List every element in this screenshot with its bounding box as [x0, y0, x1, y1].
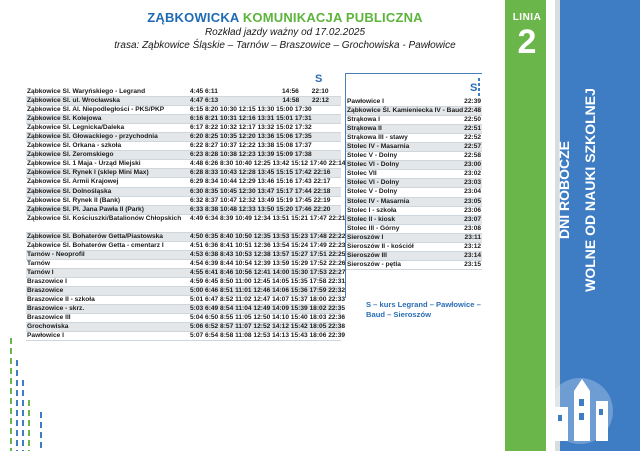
- main-timetable: [26, 88, 346, 341]
- table-row: [346, 242, 482, 251]
- table-row: [26, 169, 341, 178]
- stop-name: Ząbkowice Śl. Kościuszki/Batalionów Chłopskich: [27, 214, 182, 222]
- stop-name: Ząbkowice Śl. Kolejowa: [27, 115, 102, 123]
- stop-name: Grochowiska: [27, 323, 69, 331]
- stop-name: Strąkowa III - stawy: [347, 134, 408, 142]
- table-row: [346, 179, 482, 188]
- departure-times: 4:49 6:34 8:39 10:49 12:34 13:51 15:21 17:47 22:21: [190, 214, 346, 222]
- table-row: [346, 98, 482, 107]
- table-row: [26, 232, 341, 241]
- table-row: [26, 142, 341, 151]
- stop-name: Stolec III - Górny: [347, 224, 400, 232]
- table-row: [346, 143, 482, 152]
- line-number: 2: [517, 23, 537, 61]
- departure-times: 6:16 8:21 10:31 12:16 13:31 15:01 17:31: [190, 115, 312, 123]
- departure-time: 23:06: [464, 206, 482, 214]
- title-part2: KOMUNIKACJA PUBLICZNA: [242, 10, 423, 25]
- table-row: [26, 178, 341, 187]
- table-row: [346, 206, 482, 215]
- stop-name: Ząbkowice Śl. Głowackiego - przychodnia: [27, 133, 158, 141]
- table-row: [26, 277, 341, 286]
- table-row: [26, 97, 341, 106]
- table-row: [26, 151, 341, 160]
- table-row: [346, 260, 482, 269]
- departure-time: 23:12: [464, 242, 482, 250]
- stop-name: Braszowice III: [27, 314, 71, 322]
- departure-time: 23:08: [464, 224, 482, 232]
- table-row: [346, 116, 482, 125]
- stop-name: Strąkowa II: [347, 125, 382, 133]
- departure-times: 6:30 8:35 10:45 12:30 13:47 15:17 17:44 22:18: [190, 187, 331, 195]
- departure-times: 4:48 6:26 8:30 10:40 12:25 13:42 15:12 17:40 22:14: [190, 160, 346, 168]
- departure-times: 5:06 6:52 8:57 11:07 12:52 14:12 15:42 18:05 22:38: [190, 323, 346, 331]
- stop-name: Sieroszów - pętla: [347, 260, 401, 268]
- departure-times: 6:33 8:38 10:48 12:33 13:50 15:20 17:46 22:20: [190, 205, 331, 213]
- stop-name: Sieroszów I: [347, 233, 384, 241]
- table-row: [346, 188, 482, 197]
- departure-times: 5:00 6:46 8:51 11:01 12:46 14:06 15:36 17:59 22:32: [190, 286, 346, 294]
- departure-times: 6:23 8:28 10:38 12:23 13:39 15:09 17:38: [190, 151, 312, 159]
- departure-time: 23:11: [464, 233, 482, 241]
- stop-name: Ząbkowice Śl. Bohaterów Getta/Piastowska: [27, 232, 163, 240]
- departure-time: 22:52: [464, 134, 482, 142]
- departure-times: 4:59 6:45 8:50 11:00 12:45 14:05 15:35 17:58 22:31: [190, 277, 346, 285]
- departure-times: 4:47 6:13 14:58 22:12: [190, 97, 329, 105]
- stop-name: Stolec I - szkoła: [347, 206, 397, 214]
- stop-name: Braszowice II - szkoła: [27, 295, 95, 303]
- stop-name: Ząbkowice Śl. Rynek I (sklep Mini Max): [27, 169, 149, 177]
- departure-times: 5:04 6:50 8:55 11:05 12:50 14:10 15:40 18:03 22:36: [190, 314, 346, 322]
- stop-name: Pawłowice I: [27, 332, 65, 340]
- departure-times: 5:03 6:49 8:54 11:04 12:49 14:09 15:39 18:02 22:35: [190, 305, 346, 313]
- dash-line: [22, 380, 24, 451]
- departure-time: 23:05: [464, 197, 482, 205]
- stop-name: Ząbkowice Śl. Orkana - szkoła: [27, 142, 122, 150]
- table-row: [26, 314, 341, 323]
- departure-time: 23:02: [464, 170, 482, 178]
- table-row: [26, 187, 341, 196]
- stop-name: Ząbkowice Śl. Legnicka/Daleka: [27, 124, 125, 132]
- dash-line: [40, 412, 42, 451]
- departure-time: 22:58: [464, 152, 482, 160]
- stop-name: Tarnów: [27, 259, 50, 267]
- departure-time: 23:14: [464, 251, 482, 259]
- stop-name: Stolec VII: [347, 170, 377, 178]
- departure-times: 6:15 8:20 10:30 12:15 13:30 15:00 17:30: [190, 106, 312, 114]
- dash-line: [28, 400, 30, 451]
- stop-name: Tarnów - Neoprofil: [27, 250, 85, 258]
- table-row: [346, 161, 482, 170]
- table-row: [26, 124, 341, 133]
- stop-name: Strąkowa I: [347, 116, 380, 124]
- stop-name: Stolec IV - Masarnia: [347, 197, 410, 205]
- caption-dni-robocze: DNI ROBOCZE: [556, 141, 572, 239]
- header: [90, 10, 480, 52]
- departure-times: 4:54 6:39 8:44 10:54 12:39 13:59 15:29 17:52 22:26: [190, 259, 346, 267]
- town-emblem-icon: [540, 373, 620, 445]
- return-dash: [478, 78, 480, 96]
- departure-times: 6:17 8:22 10:32 12:17 13:32 15:02 17:32: [190, 124, 312, 132]
- table-row: [346, 215, 482, 224]
- stop-name: Braszowice I: [27, 277, 67, 285]
- table-row: [26, 305, 341, 314]
- departure-time: 22:48: [464, 107, 482, 115]
- departure-time: 22:50: [464, 116, 482, 124]
- valid-from: Rozkład jazdy ważny od 17.02.2025: [204, 27, 366, 38]
- table-row: [346, 224, 482, 233]
- departure-times: 6:20 8:25 10:35 12:20 13:36 15:06 17:35: [190, 133, 312, 141]
- departure-times: 6:22 8:27 10:37 12:22 13:38 15:08 17:37: [190, 142, 312, 150]
- departure-times: 5:01 6:47 8:52 11:02 12:47 14:07 15:37 18:00 22:33: [190, 295, 346, 303]
- table-row: [26, 286, 341, 295]
- stop-name: Ząbkowice Śl. Bohaterów Getta - cmentarz I: [27, 241, 164, 249]
- table-row: [346, 170, 482, 179]
- return-note: S – kurs Legrand – Pawłowice – Baud – Sieroszów: [366, 300, 481, 319]
- stop-name: Ząbkowice Śl. Żeromskiego: [27, 151, 114, 159]
- departure-time: 23:15: [464, 260, 482, 268]
- stop-name: Stolec IV - Masarnia: [347, 143, 410, 151]
- stop-name: Ząbkowice Śl. Rynek II (Bank): [27, 196, 121, 204]
- table-row: [26, 106, 341, 115]
- table-row: [26, 196, 341, 205]
- departure-times: 4:53 6:38 8:43 10:53 12:38 13:57 15:27 17:51 22:25: [190, 250, 346, 258]
- table-row: [346, 134, 482, 143]
- title-part1: ZĄBKOWICKA: [147, 10, 240, 25]
- stop-name: Pawłowice I: [347, 98, 385, 105]
- stop-name: Braszowice - skrz.: [27, 305, 85, 313]
- stop-name: Sieroszów III: [347, 251, 387, 259]
- s-marker-left: S: [315, 73, 323, 85]
- departure-times: 5:07 6:54 8:58 11:08 12:53 14:13 15:43 18:06 22:39: [190, 332, 346, 340]
- stop-name: Sieroszów II - kościół: [347, 242, 414, 250]
- stop-name: Ząbkowice Śl. Waryńskiego - Legrand: [27, 88, 146, 95]
- stop-name: Ząbkowice Śl. ul. Wrocławska: [27, 97, 120, 105]
- stop-name: Braszowice: [27, 286, 64, 294]
- table-row: [346, 251, 482, 260]
- stop-name: Stolec VI - Dolny: [347, 161, 400, 169]
- table-row: [26, 115, 341, 124]
- stop-name: Ząbkowice Śl. Pl. Jana Pawła II (Park): [27, 205, 144, 213]
- table-row: [26, 250, 341, 259]
- table-row: [26, 205, 341, 214]
- caption-wolne: WOLNE OD NAUKI SZKOLNEJ: [582, 88, 598, 292]
- table-row: [26, 295, 341, 304]
- stop-name: Ząbkowice Śl. Dolnośląska: [27, 187, 112, 195]
- departure-time: 22:51: [464, 125, 482, 133]
- table-row: [346, 197, 482, 206]
- table-row: [26, 268, 341, 277]
- s-marker-right: S: [470, 82, 478, 94]
- table-row: [26, 88, 341, 97]
- departure-times: 6:28 8:33 10:43 12:28 13:45 15:15 17:42 22:16: [190, 169, 331, 177]
- stop-name: Stolec V - Dolny: [347, 188, 398, 196]
- table-row: [26, 133, 341, 142]
- dash-line: [16, 360, 18, 451]
- departure-time: 22:57: [464, 143, 482, 151]
- departure-times: 4:55 6:41 8:46 10:56 12:41 14:00 15:30 17:53 22:27: [190, 268, 346, 276]
- stop-name: Stolec V - Dolny: [347, 152, 398, 160]
- table-row: [346, 152, 482, 161]
- return-timetable: [346, 98, 482, 270]
- vertical-caption: [546, 40, 626, 340]
- stop-name: Stolec VI - Dolny: [347, 179, 400, 187]
- departure-times: 4:45 6:11 14:56 22:10: [190, 88, 329, 95]
- dash-line: [10, 338, 12, 451]
- table-row: [26, 323, 341, 332]
- table-row: [26, 241, 341, 250]
- stop-name: Stolec II - kiosk: [347, 215, 396, 223]
- departure-time: 23:00: [464, 161, 482, 169]
- stop-name: Tarnów I: [27, 268, 54, 276]
- table-row: [346, 125, 482, 134]
- stop-name: Ząbkowice Śl. 1 Maja - Urząd Miejski: [27, 160, 141, 168]
- stop-name: Ząbkowice Śl. Kamieniecka IV - Baud: [347, 107, 464, 115]
- stop-name: Ząbkowice Śl. Al. Niepodległości - PKS/PKP: [27, 106, 165, 114]
- departure-time: 23:04: [464, 188, 482, 196]
- stop-name: Ząbkowice Śl. Armii Krajowej: [27, 178, 119, 186]
- departure-time: 23:07: [464, 215, 482, 223]
- table-row: [26, 214, 341, 232]
- page-title: [90, 10, 480, 25]
- table-row: [346, 107, 482, 116]
- departure-times: 4:50 6:35 8:40 10:50 12:35 13:53 15:23 17:48 22:22: [190, 232, 346, 240]
- departure-time: 22:39: [464, 98, 482, 105]
- departure-times: 4:51 6:36 8:41 10:51 12:36 13:54 15:24 17:49 22:23: [190, 241, 346, 249]
- table-row: [346, 233, 482, 242]
- table-row: [26, 259, 341, 268]
- departure-times: 6:29 8:34 10:44 12:29 13:46 15:16 17:43 22:17: [190, 178, 331, 186]
- departure-time: 23:03: [464, 179, 482, 187]
- linia-label: LINIA: [512, 12, 542, 23]
- departure-times: 6:32 8:37 10:47 12:32 13:49 15:19 17:45 22:19: [190, 196, 331, 204]
- route-description: trasa: Ząbkowice Śląskie – Tarnów – Braszowice – Grochowiska - Pawłowice: [114, 40, 456, 51]
- table-row: [26, 332, 341, 341]
- table-row: [26, 160, 341, 169]
